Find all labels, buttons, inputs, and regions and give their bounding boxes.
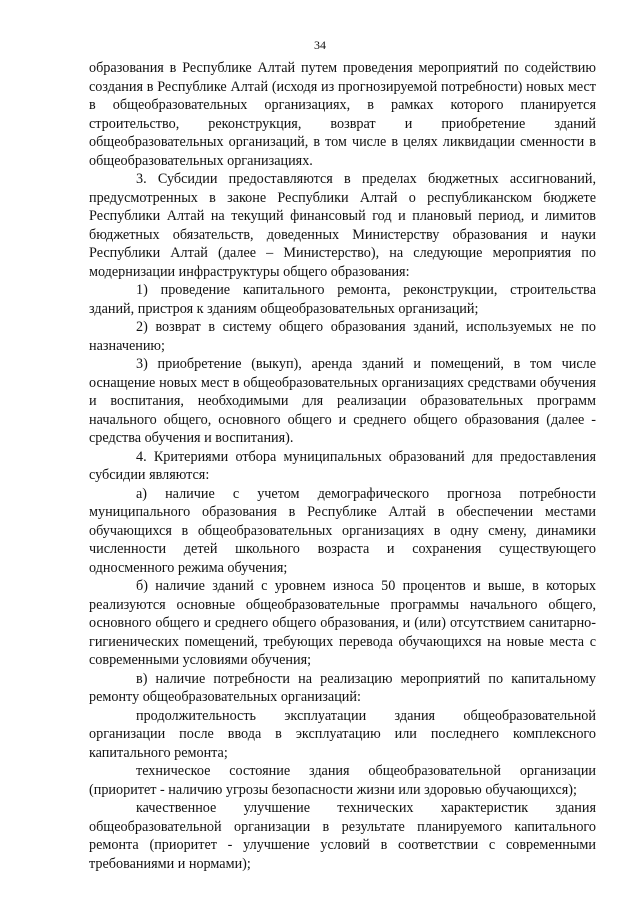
paragraph-intro-continuation: образования в Республике Алтай путем проведения мероприятий по содействию создания в Республике Алтай (исходя из прогнозируемой потребности) новых мест в общеобразовательных организациях, в рамках которого планируется строительство, реконструкция, возврат и приобретение зданий общеобразовательных организаций, в том числе в целях ликвидации сменности в общеобразовательных организациях. xyxy=(89,60,596,169)
paragraph-criterion-duration: продолжительность эксплуатации здания общеобразовательной организации после ввода в эксплуатацию или последнего комплексного капитального ремонта; xyxy=(89,707,596,761)
paragraph-subitem-3: 3) приобретение (выкуп), аренда зданий и помещений, в том числе оснащение новых мест в общеобразовательных организациях средствами обучения и воспитания, необходимыми для реализации образовательных программ начального общего, основного общего и среднего общего образования (далее - средства обучения и воспитания). xyxy=(89,356,596,446)
page-number: 34 xyxy=(314,38,326,52)
paragraph-subitem-2: 2) возврат в систему общего образования зданий, используемых не по назначению; xyxy=(89,319,596,354)
paragraph-item-3: 3. Субсидии предоставляются в пределах бюджетных ассигнований, предусмотренных в законе Республики Алтай о республиканском бюджете Республики Алтай на текущий финансовый год и плановый период, и лимитов бюджетных обязательств, доведенных Министерству образования и науки Республики Алтай (далее – Министерство), на следующие мероприятия по модернизации инфраструктуры общего образования: xyxy=(89,171,596,280)
paragraph-subitem-1: 1) проведение капитального ремонта, реконструкции, строительства зданий, пристроя к зданиям общеобразовательных организаций; xyxy=(89,282,596,317)
paragraph-criterion-b: б) наличие зданий с уровнем износа 50 процентов и выше, в которых реализуются основные общеобразовательные программы начального общего, основного общего и среднего общего образования, и (или) отсутствием санитарно-гигиенических помещений, требующих перевода обучающихся на новые места с современными условиями обучения; xyxy=(89,578,596,668)
document-body xyxy=(89,59,596,873)
paragraph-criterion-improvement: качественное улучшение технических характеристик здания общеобразовательной организации в результате планируемого капитального ремонта (приоритет - улучшение условий в соответствии с современными требованиями и нормами); xyxy=(89,800,596,872)
paragraph-criterion-technical-state: техническое состояние здания общеобразовательной организации (приоритет - наличию угрозы безопасности жизни или здоровью обучающихся); xyxy=(89,763,596,798)
paragraph-criterion-a: а) наличие с учетом демографического прогноза потребности муниципального образования в Республике Алтай в обеспечении местами обучающихся в общеобразовательных организациях в одну смену, динамики численности детей школьного возраста и сохранения существующего односменного режима обучения; xyxy=(89,485,596,576)
paragraph-item-4: 4. Критериями отбора муниципальных образований для предоставления субсидии являются: xyxy=(89,448,596,483)
paragraph-criterion-v: в) наличие потребности на реализацию мероприятий по капитальному ремонту общеобразовательных организаций: xyxy=(89,670,596,705)
